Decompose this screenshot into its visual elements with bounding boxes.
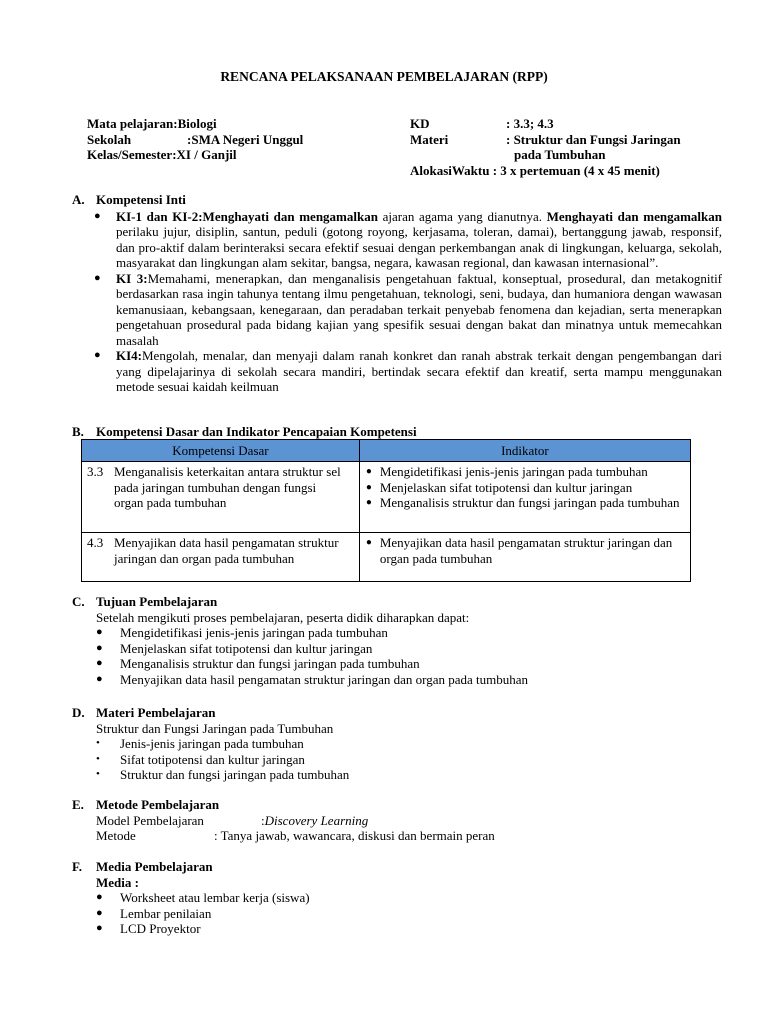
method-row <box>96 828 722 844</box>
section-heading: F. Media Pembelajaran <box>72 859 213 874</box>
section-heading: C. Tujuan Pembelajaran <box>72 594 218 609</box>
header-key: Mata pelajaran <box>87 116 174 131</box>
media-label: Media : <box>96 874 139 890</box>
method-model-row: Model Pembelajaran : Discovery Learning <box>96 812 369 828</box>
indicator-item: ● Menganalisis struktur dan fungsi jaringan pada tumbuhan <box>365 495 680 510</box>
materi-list <box>96 736 722 783</box>
list-item: • Jenis-jenis jaringan pada tumbuhan <box>96 736 304 751</box>
bullet-icon: ● <box>96 626 103 638</box>
header-value: AlokasiWaktu : 3 x pertemuan (4 x 45 menit) <box>410 162 660 178</box>
field-key: Metode <box>96 828 136 843</box>
list-item: ● Mengidetifikasi jenis-jenis jaringan pada tumbuhan <box>96 625 388 640</box>
bullet-icon: ● <box>365 497 372 508</box>
header-row-alokasi <box>410 163 730 179</box>
header-value: SMA Negeri Unggul <box>191 131 304 147</box>
section-heading: B. Kompetensi Dasar dan Indikator Pencapaian Kompetensi <box>72 424 417 439</box>
bullet-icon: ● <box>365 537 372 548</box>
list-item: ● Menjelaskan sifat totipotensi dan kultur jaringan <box>96 640 373 656</box>
header-row-class: Kelas/Semester : XI / Ganjil <box>87 147 237 162</box>
section-metode <box>72 797 722 844</box>
kd-indicator-table <box>81 439 691 582</box>
indicator-item: ● Menjelaskan sifat totipotensi dan kultur jaringan <box>365 479 633 495</box>
section-kompetensi-inti <box>72 192 722 395</box>
bullet-icon: ● <box>96 657 103 669</box>
bullet-icon: ● <box>365 466 372 477</box>
ki-list <box>94 209 722 395</box>
header-value: Biologi <box>177 116 217 131</box>
section-heading: D. Materi Pembelajaran <box>72 705 216 720</box>
bullet-icon: ● <box>96 672 103 685</box>
list-item: • Sifat totipotensi dan kultur jaringan <box>96 751 305 767</box>
section-tujuan <box>72 594 722 687</box>
indicator-item: ● Mengidetifikasi jenis-jenis jaringan pada tumbuhan <box>365 464 648 479</box>
header-row-school: Sekolah : SMA Negeri Unggul <box>87 131 304 147</box>
column-header: Indikator <box>359 440 690 462</box>
header-right <box>410 116 730 178</box>
section-media <box>72 859 722 937</box>
kd-text: Menganalisis keterkaitan antara struktur sel pada jaringan tumbuhan dengan fungsi organ pada tumbuhan <box>114 464 341 510</box>
header-value: : Struktur dan Fungsi Jaringan <box>506 131 681 147</box>
list-item: ● LCD Proyektor <box>96 921 201 936</box>
header-row-kd <box>410 116 730 132</box>
section-heading: E. Metode Pembelajaran <box>72 797 220 812</box>
bullet-icon: ● <box>365 481 372 493</box>
header-key: Materi <box>410 131 449 147</box>
list-item: ● Lembar penilaian <box>96 905 212 921</box>
ki-item: ● KI 3:Memahami, menerapkan, dan menganalisis pengetahuan faktual, konseptual, prosedural, dan metakognitif berdasarkan rasa ingin tahunya tentang ilmu pengetahuan, teknologi, seni, budaya, dan humaniora dengan wawasan kemanusiaan, kebangsaan, kenegaraan, dan peradaban terkait penyebab fenomena dan kejadian, serta menerapkan pengetahuan prosedural pada bidang kajian yang spesifik sesuai dengan bakat dan minatnya untuk memecahkan masalah <box>94 270 723 348</box>
table-row <box>82 533 691 582</box>
list-item: ● Worksheet atau lembar kerja (siswa) <box>96 890 310 905</box>
bullet-icon: ● <box>94 349 101 361</box>
list-item: • Struktur dan fungsi jaringan pada tumbuhan <box>96 767 350 782</box>
section-heading: A. Kompetensi Inti <box>72 192 186 207</box>
header-value: XI / Ganjil <box>176 147 237 162</box>
table-row <box>82 462 691 533</box>
indicator-item: ● Menyajikan data hasil pengamatan struktur jaringan dan organ pada tumbuhan <box>365 535 673 566</box>
list-item: ● Menganalisis struktur dan fungsi jaringan pada tumbuhan <box>96 656 420 671</box>
ki-item: ● KI4:Mengolah, menalar, dan menyaji dalam ranah konkret dan ranah abstrak terkait dengan pengembangan dari yang dipelajarinya di sekolah secara mandiri, bertindak secara efektif dan kreatif, serta mampu menggunakan metode sesuai kaidah keilmuan <box>94 348 722 394</box>
document-title: RENCANA PELAKSANAAN PEMBELAJARAN (RPP) <box>220 69 548 84</box>
table-header-row <box>82 440 691 462</box>
kd-number: 3.3 <box>87 464 104 479</box>
media-list <box>96 890 722 937</box>
header-row-materi <box>410 132 730 148</box>
bullet-icon: ● <box>94 271 101 284</box>
bullet-icon: ● <box>96 891 103 903</box>
field-key: Model Pembelajaran <box>96 812 204 828</box>
kd-text: Menyajikan data hasil pengamatan struktur jaringan dan organ pada tumbuhan <box>114 535 339 566</box>
header-value: : 3.3; 4.3 <box>506 116 554 131</box>
bullet-icon: ● <box>96 922 103 934</box>
header-value: pada Tumbuhan <box>514 147 606 162</box>
ki-item: ● KI-1 dan KI-2:Menghayati dan mengamalkan ajaran agama yang dianutnya. Menghayati dan mengamalkan perilaku jujur, disiplin, santun, peduli (gotong royong, kerjasama, toleran, damai), bertanggung jawab, responsif, dan pro-aktif dalam berinteraksi secara efektif sesuai dengan perkembangan anak di lingkungan, keluarga, sekolah, masyarakat dan lingkungan alam sekitar, bangsa, negara, kawasan regional, dan kawasan internasional”. <box>94 208 722 270</box>
list-item: ● Menyajikan data hasil pengamatan struktur jaringan dan organ pada tumbuhan <box>96 671 529 687</box>
section-intro: Struktur dan Fungsi Jaringan pada Tumbuhan <box>96 720 334 736</box>
header-key: Kelas/Semester <box>87 147 173 162</box>
bullet-icon: • <box>96 752 100 765</box>
section-kompetensi-dasar <box>72 424 722 440</box>
bullet-icon: ● <box>94 209 101 222</box>
field-value: Discovery Learning <box>264 812 369 828</box>
header-row-subject: Mata pelajaran : Biologi <box>87 116 217 131</box>
section-materi <box>72 705 722 783</box>
goal-list <box>96 625 722 687</box>
header-left <box>87 116 397 163</box>
bullet-icon: • <box>96 768 100 780</box>
field-value: : Tanya jawab, wawancara, diskusi dan bermain peran <box>214 828 495 843</box>
bullet-icon: ● <box>96 906 103 919</box>
header-row-materi-cont <box>410 147 730 163</box>
header-key: Sekolah <box>87 131 132 147</box>
section-intro: Setelah mengikuti proses pembelajaran, peserta didik diharapkan dapat: <box>96 609 470 625</box>
header-key: KD <box>410 116 430 131</box>
column-header: Kompetensi Dasar <box>82 440 360 462</box>
bullet-icon: ● <box>96 641 103 654</box>
bullet-icon: • <box>96 737 100 749</box>
kd-number: 4.3 <box>87 535 104 550</box>
